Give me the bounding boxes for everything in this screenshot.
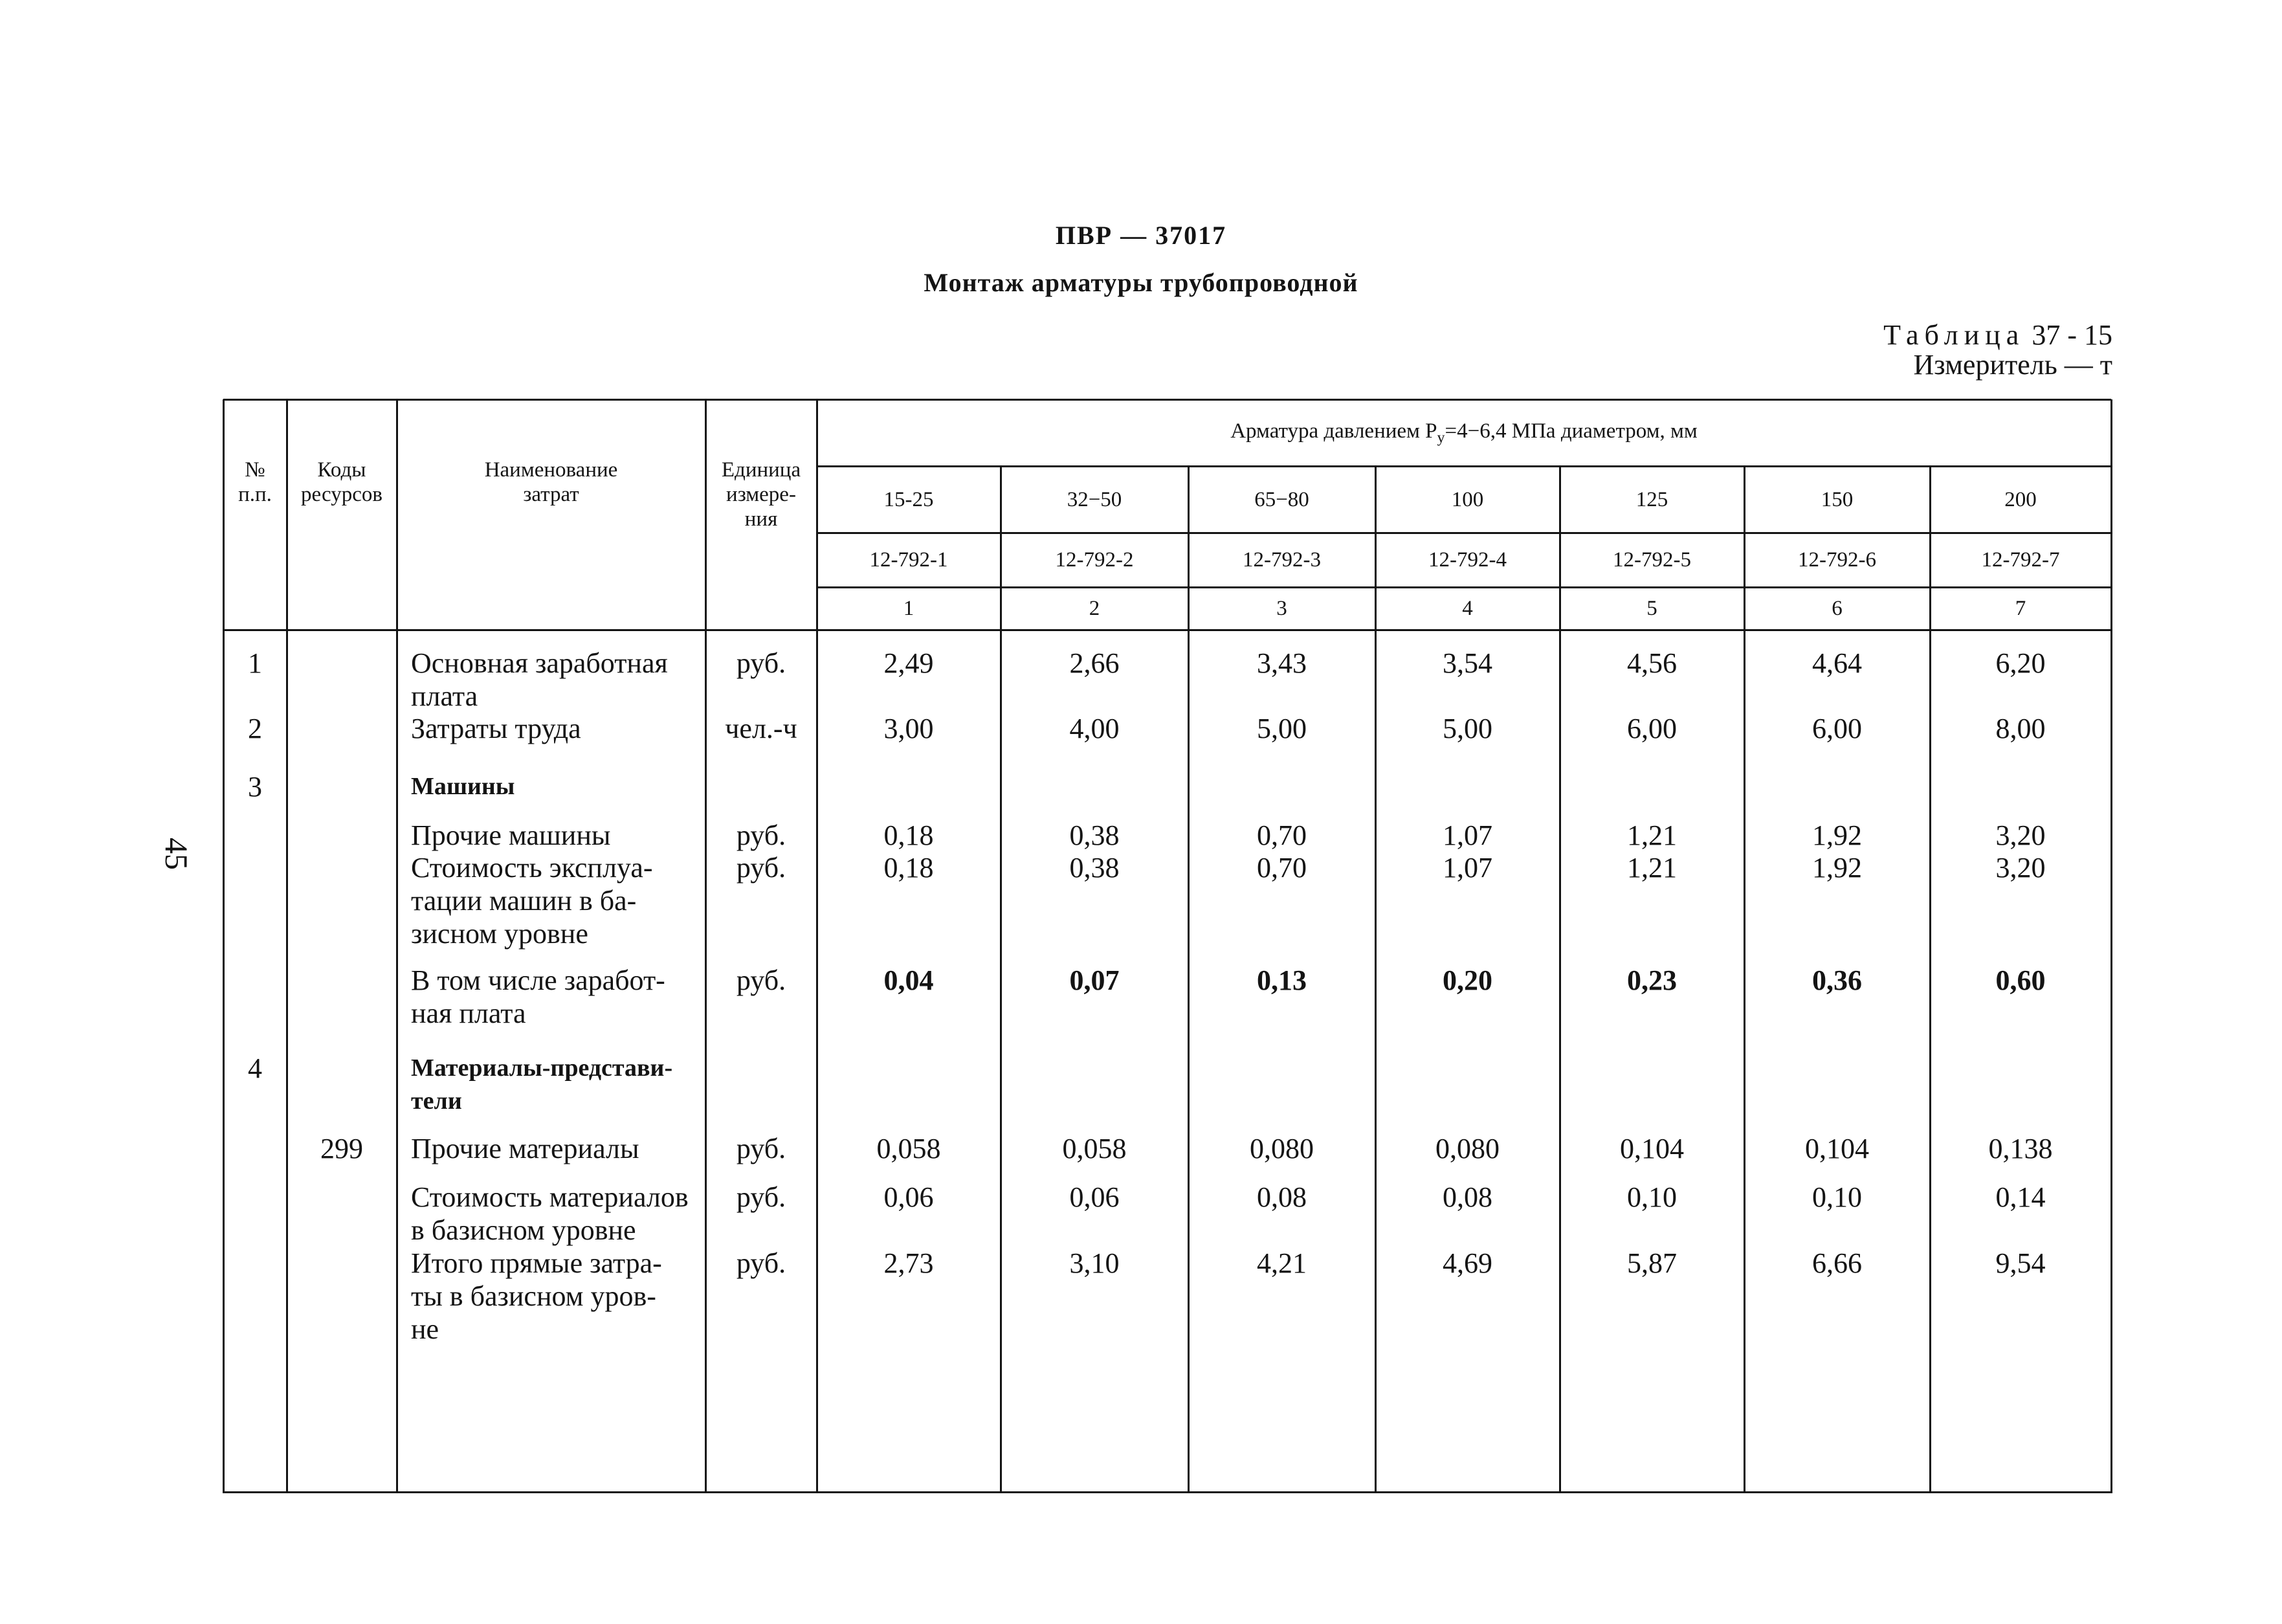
- value-cell: 0,08: [1257, 1181, 1307, 1213]
- cost-name: тели: [411, 1087, 462, 1115]
- header-column-number: 1: [903, 597, 914, 620]
- value-cell: 0,18: [883, 819, 934, 851]
- value-cell: 1,21: [1627, 819, 1677, 851]
- value-cell: 1,07: [1443, 852, 1492, 884]
- value-cell: 4,00: [1069, 713, 1120, 744]
- cost-name: Итого прямые затра-: [411, 1247, 662, 1279]
- measure-unit: Измеритель — т: [1913, 349, 2112, 381]
- cost-name: Затраты труда: [411, 713, 581, 744]
- header-norm-code: 12-792-3: [1243, 548, 1321, 572]
- value-cell: 0,14: [1995, 1181, 2046, 1213]
- value-cell: 3,54: [1443, 647, 1492, 679]
- table-vertical-rule: [705, 399, 707, 1493]
- header-group-text: Арматура давлением P: [1230, 419, 1437, 443]
- table-horizontal-rule: [223, 399, 2111, 401]
- header-norm-code: 12-792-5: [1613, 548, 1691, 572]
- value-cell: 0,18: [883, 852, 934, 884]
- header-norm-code: 12-792-2: [1055, 548, 1134, 572]
- value-cell: 1,92: [1812, 819, 1862, 851]
- header-column-number: 2: [1089, 597, 1100, 620]
- value-cell: 0,60: [1995, 964, 2046, 996]
- unit-of-measure: чел.-ч: [725, 713, 797, 744]
- unit-of-measure: руб.: [736, 1247, 786, 1279]
- value-cell: 1,21: [1627, 852, 1677, 884]
- header-diameter: 200: [2004, 488, 2037, 511]
- value-cell: 3,00: [883, 713, 934, 744]
- value-cell: 0,138: [1988, 1133, 2053, 1164]
- cost-name: Прочие материалы: [411, 1133, 639, 1164]
- cost-name: Стоимость материалов: [411, 1181, 689, 1213]
- resource-table: [223, 399, 2111, 1492]
- row-number: 2: [248, 713, 262, 744]
- document-title: ПВР — 37017: [1055, 221, 1227, 250]
- table-number: [1883, 318, 2112, 351]
- table-number-value: 37 - 15: [2032, 319, 2112, 351]
- value-cell: 0,38: [1069, 819, 1120, 851]
- header-norm-code: 12-792-4: [1428, 548, 1507, 572]
- value-cell: 0,20: [1443, 964, 1492, 996]
- header-group-title: [817, 419, 2111, 450]
- cost-name: Материалы-представи-: [411, 1054, 673, 1082]
- cost-name: тации машин в ба-: [411, 885, 637, 917]
- cost-name: Прочие машины: [411, 819, 611, 851]
- cost-name: зисном уровне: [411, 918, 588, 950]
- cost-name: в базисном уровне: [411, 1214, 636, 1246]
- row-number: 1: [248, 647, 262, 679]
- header-unit-line: измере-: [726, 483, 796, 506]
- header-norm-code: 12-792-7: [1981, 548, 2060, 572]
- header-group-text-rest: =4−6,4 МПа диаметром, мм: [1445, 419, 1698, 443]
- value-cell: 2,49: [883, 647, 934, 679]
- value-cell: 3,43: [1257, 647, 1307, 679]
- value-cell: 0,70: [1257, 819, 1307, 851]
- header-unit-line: ния: [744, 507, 778, 531]
- row-number: 3: [248, 771, 262, 803]
- cost-name: Машины: [411, 773, 515, 800]
- header-column-number: 7: [2015, 597, 2026, 620]
- value-cell: 6,66: [1812, 1247, 1862, 1279]
- header-norm-code: 12-792-6: [1798, 548, 1876, 572]
- header-diameter: 32−50: [1067, 488, 1122, 511]
- value-cell: 0,07: [1069, 964, 1120, 996]
- header-diameter: 100: [1451, 488, 1484, 511]
- header-column-number: 4: [1462, 597, 1473, 620]
- header-unit: [705, 458, 817, 531]
- header-diameter: 65−80: [1254, 488, 1309, 511]
- value-cell: 2,66: [1069, 647, 1120, 679]
- page-number: 45: [159, 838, 195, 870]
- header-column-number: 5: [1646, 597, 1657, 620]
- value-cell: 3,10: [1069, 1247, 1120, 1279]
- table-horizontal-rule: [817, 465, 2111, 467]
- value-cell: 3,20: [1995, 852, 2046, 884]
- document-subtitle: Монтаж арматуры трубопроводной: [924, 268, 1358, 297]
- row-number: 4: [248, 1052, 262, 1084]
- header-row-number: [223, 458, 287, 507]
- value-cell: 1,92: [1812, 852, 1862, 884]
- value-cell: 4,56: [1627, 647, 1677, 679]
- header-diameter: 125: [1635, 488, 1668, 511]
- header-diameter: 15-25: [883, 488, 934, 511]
- value-cell: 1,07: [1443, 819, 1492, 851]
- value-cell: 6,00: [1812, 713, 1862, 744]
- header-norm-code: 12-792-1: [869, 548, 948, 572]
- cost-name: Стоимость эксплуа-: [411, 852, 653, 884]
- value-cell: 4,69: [1443, 1247, 1492, 1279]
- table-horizontal-rule: [223, 1491, 2111, 1493]
- cost-name: ная плата: [411, 997, 526, 1029]
- table-label: Таблица: [1883, 319, 2025, 351]
- value-cell: 0,04: [883, 964, 934, 996]
- value-cell: 5,00: [1257, 713, 1307, 744]
- header-group-subscript: y: [1437, 429, 1445, 447]
- header-unit-line: Единица: [721, 458, 801, 482]
- value-cell: 0,70: [1257, 852, 1307, 884]
- value-cell: 6,00: [1627, 713, 1677, 744]
- header-row-number-line: №: [245, 458, 265, 482]
- header-resource-codes: [287, 458, 397, 507]
- value-cell: 0,06: [1069, 1181, 1120, 1213]
- cost-name: Основная заработная: [411, 647, 668, 679]
- header-cost-name: [397, 458, 705, 507]
- value-cell: 0,08: [1443, 1181, 1492, 1213]
- unit-of-measure: руб.: [736, 647, 786, 679]
- unit-of-measure: руб.: [736, 1181, 786, 1213]
- cost-name: не: [411, 1313, 439, 1345]
- value-cell: 0,058: [1062, 1133, 1127, 1164]
- header-column-number: 3: [1276, 597, 1287, 620]
- value-cell: 0,23: [1627, 964, 1677, 996]
- table-vertical-rule: [396, 399, 398, 1493]
- cost-name: плата: [411, 680, 478, 712]
- value-cell: 0,080: [1435, 1133, 1500, 1164]
- table-horizontal-rule: [817, 532, 2111, 534]
- header-row-number-line: п.п.: [238, 483, 272, 506]
- header-resource-codes-line: Коды: [317, 458, 366, 482]
- value-cell: 0,058: [876, 1133, 941, 1164]
- value-cell: 0,104: [1620, 1133, 1684, 1164]
- cost-name: ты в базисном уров-: [411, 1280, 656, 1312]
- unit-of-measure: руб.: [736, 964, 786, 996]
- header-column-number: 6: [1832, 597, 1843, 620]
- unit-of-measure: руб.: [736, 819, 786, 851]
- value-cell: 0,36: [1812, 964, 1862, 996]
- value-cell: 3,20: [1995, 819, 2046, 851]
- table-vertical-rule: [286, 399, 288, 1493]
- value-cell: 0,10: [1812, 1181, 1862, 1213]
- value-cell: 5,00: [1443, 713, 1492, 744]
- value-cell: 9,54: [1995, 1247, 2046, 1279]
- unit-of-measure: руб.: [736, 852, 786, 884]
- header-diameter: 150: [1821, 488, 1854, 511]
- resource-code: 299: [320, 1133, 363, 1164]
- value-cell: 4,64: [1812, 647, 1862, 679]
- value-cell: 6,20: [1995, 647, 2046, 679]
- value-cell: 0,080: [1250, 1133, 1314, 1164]
- value-cell: 2,73: [883, 1247, 934, 1279]
- value-cell: 0,10: [1627, 1181, 1677, 1213]
- value-cell: 4,21: [1257, 1247, 1307, 1279]
- table-vertical-rule: [223, 399, 225, 1493]
- value-cell: 5,87: [1627, 1247, 1677, 1279]
- header-cost-name-line: Наименование: [484, 458, 618, 482]
- value-cell: 8,00: [1995, 713, 2046, 744]
- cost-name: В том числе заработ-: [411, 964, 665, 996]
- header-resource-codes-line: ресурсов: [301, 483, 382, 506]
- value-cell: 0,13: [1257, 964, 1307, 996]
- header-cost-name-line: затрат: [523, 483, 579, 506]
- value-cell: 0,104: [1805, 1133, 1869, 1164]
- table-horizontal-rule: [223, 629, 2111, 631]
- value-cell: 0,06: [883, 1181, 934, 1213]
- table-horizontal-rule: [817, 586, 2111, 588]
- value-cell: 0,38: [1069, 852, 1120, 884]
- unit-of-measure: руб.: [736, 1133, 786, 1164]
